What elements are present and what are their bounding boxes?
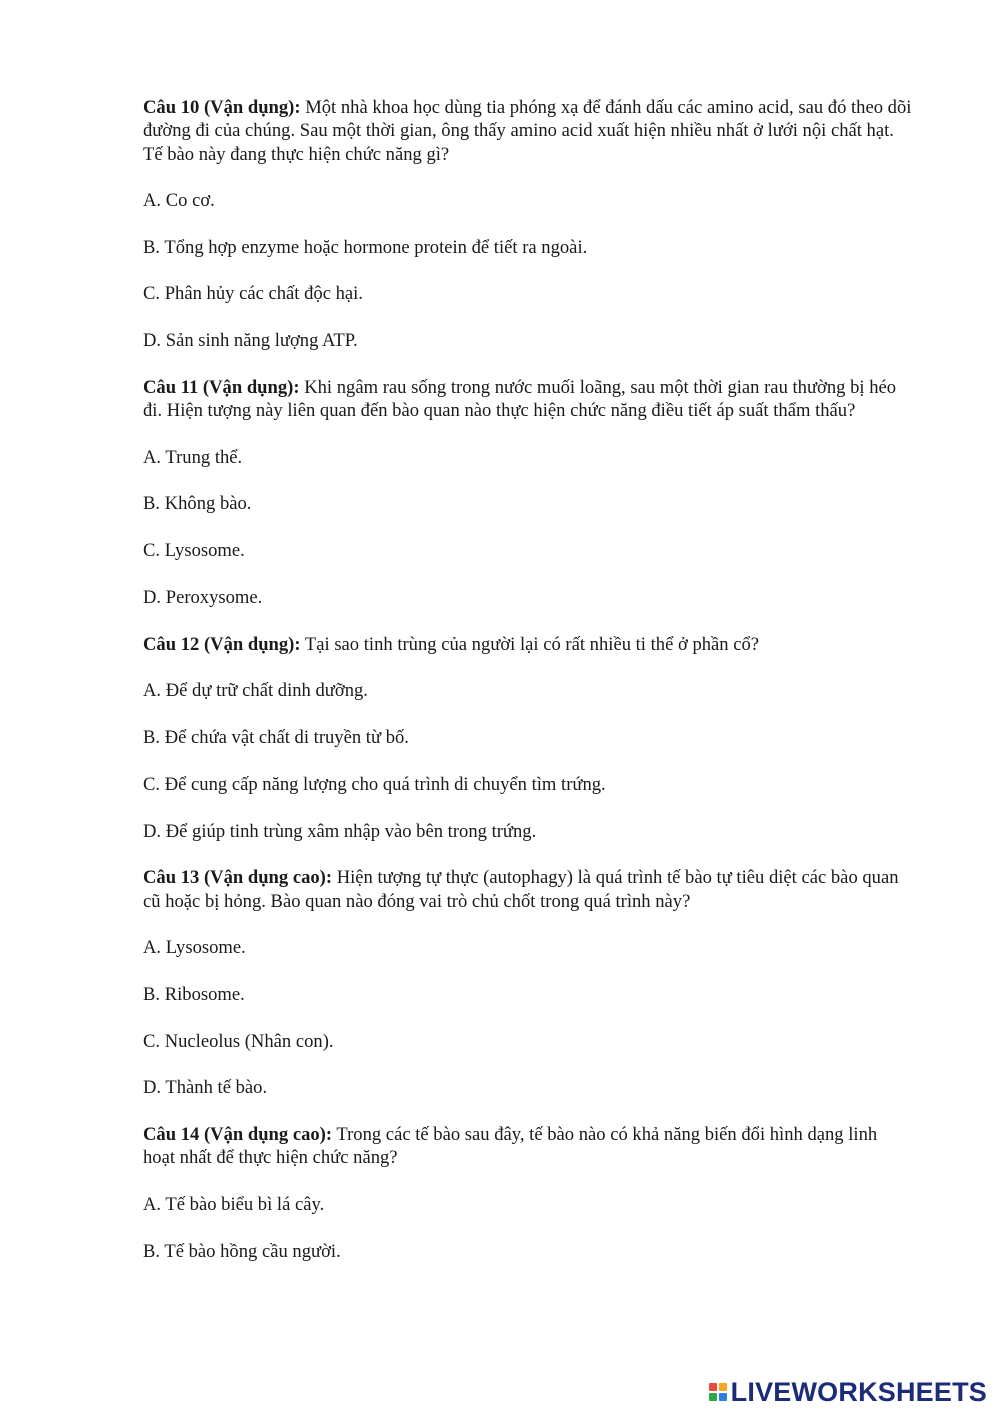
option-b[interactable]: B. Tế bào hồng cầu người. <box>143 1240 341 1262</box>
option-d[interactable]: D. Thành tế bào. <box>143 1077 268 1099</box>
option-a[interactable]: A. Trung thể. <box>143 446 243 468</box>
question-text: Một nhà khoa học dùng tia phóng xạ để đánh dấu các amino acid, sau đó theo dõi đường đi của chúng. Sau một thời gian, ông thấy amino acid xuất hiện nhiều nhất ở lưới nội chất hạt. Tế bào này đang thực hiện chức năng gì? <box>143 97 912 165</box>
question-label: Câu 11 (Vận dụng): <box>143 377 300 399</box>
option-b[interactable]: B. Không bào. <box>143 493 252 515</box>
liveworksheets-logo <box>709 1378 987 1406</box>
question-stem <box>143 866 913 913</box>
question-stem <box>143 1123 913 1170</box>
logo-text: LIVEWORKSHEETS <box>730 1376 987 1407</box>
question-text: Khi ngâm rau sống trong nước muối loãng, sau một thời gian rau thường bị héo đi. Hiện tượng này liên quan đến bào quan nào thực hiện chức năng điều tiết áp suất thẩm thấu? <box>143 377 897 422</box>
option-b[interactable]: B. Tổng hợp enzyme hoặc hormone protein để tiết ra ngoài. <box>143 236 588 258</box>
question-label: Câu 10 (Vận dụng): <box>143 97 301 118</box>
option-d[interactable]: D. Peroxysome. <box>143 587 263 609</box>
option-a[interactable]: A. Để dự trữ chất dinh dưỡng. <box>143 680 368 702</box>
logo-grid-icon <box>709 1383 727 1401</box>
question-12 <box>143 633 913 843</box>
question-text: Hiện tượng tự thực (autophagy) là quá trình tế bào tự tiêu diệt các bào quan cũ hoặc bị hỏng. Bào quan nào đóng vai trò chủ chốt trong quá trình này? <box>143 867 899 912</box>
question-stem <box>143 376 913 423</box>
option-a[interactable]: A. Co cơ. <box>143 189 215 211</box>
question-label: Câu 12 (Vận dụng): <box>143 633 301 655</box>
logo-square-red <box>709 1383 717 1391</box>
option-d[interactable]: D. Để giúp tinh trùng xâm nhập vào bên trong trứng. <box>143 820 537 842</box>
option-c[interactable]: C. Nucleolus (Nhân con). <box>143 1030 334 1052</box>
question-label: Câu 14 (Vận dụng cao): <box>143 1124 333 1146</box>
question-stem <box>143 96 913 166</box>
worksheet-content <box>143 96 913 1286</box>
question-text: Tại sao tinh trùng của người lại có rất nhiều ti thể ở phần cổ? <box>300 633 760 655</box>
logo-square-green <box>709 1393 717 1401</box>
question-11 <box>143 376 913 609</box>
option-c[interactable]: C. Để cung cấp năng lượng cho quá trình di chuyển tìm trứng. <box>143 773 606 795</box>
logo-square-blue <box>719 1393 727 1401</box>
logo-square-orange <box>719 1383 727 1391</box>
option-a[interactable]: A. Tế bào biểu bì lá cây. <box>143 1193 325 1215</box>
question-14 <box>143 1123 913 1263</box>
question-stem <box>143 633 913 656</box>
option-d[interactable]: D. Sản sinh năng lượng ATP. <box>143 330 358 352</box>
option-b[interactable]: B. Để chứa vật chất di truyền từ bố. <box>143 726 409 748</box>
option-b[interactable]: B. Ribosome. <box>143 983 245 1005</box>
option-c[interactable]: C. Lysosome. <box>143 540 245 562</box>
question-text: Trong các tế bào sau đây, tế bào nào có khả năng biến đổi hình dạng linh hoạt nhất để thực hiện chức năng? <box>143 1124 878 1169</box>
option-c[interactable]: C. Phân hủy các chất độc hại. <box>143 283 363 305</box>
question-10 <box>143 96 913 353</box>
question-label: Câu 13 (Vận dụng cao): <box>143 867 333 889</box>
question-13 <box>143 866 913 1099</box>
option-a[interactable]: A. Lysosome. <box>143 936 246 958</box>
